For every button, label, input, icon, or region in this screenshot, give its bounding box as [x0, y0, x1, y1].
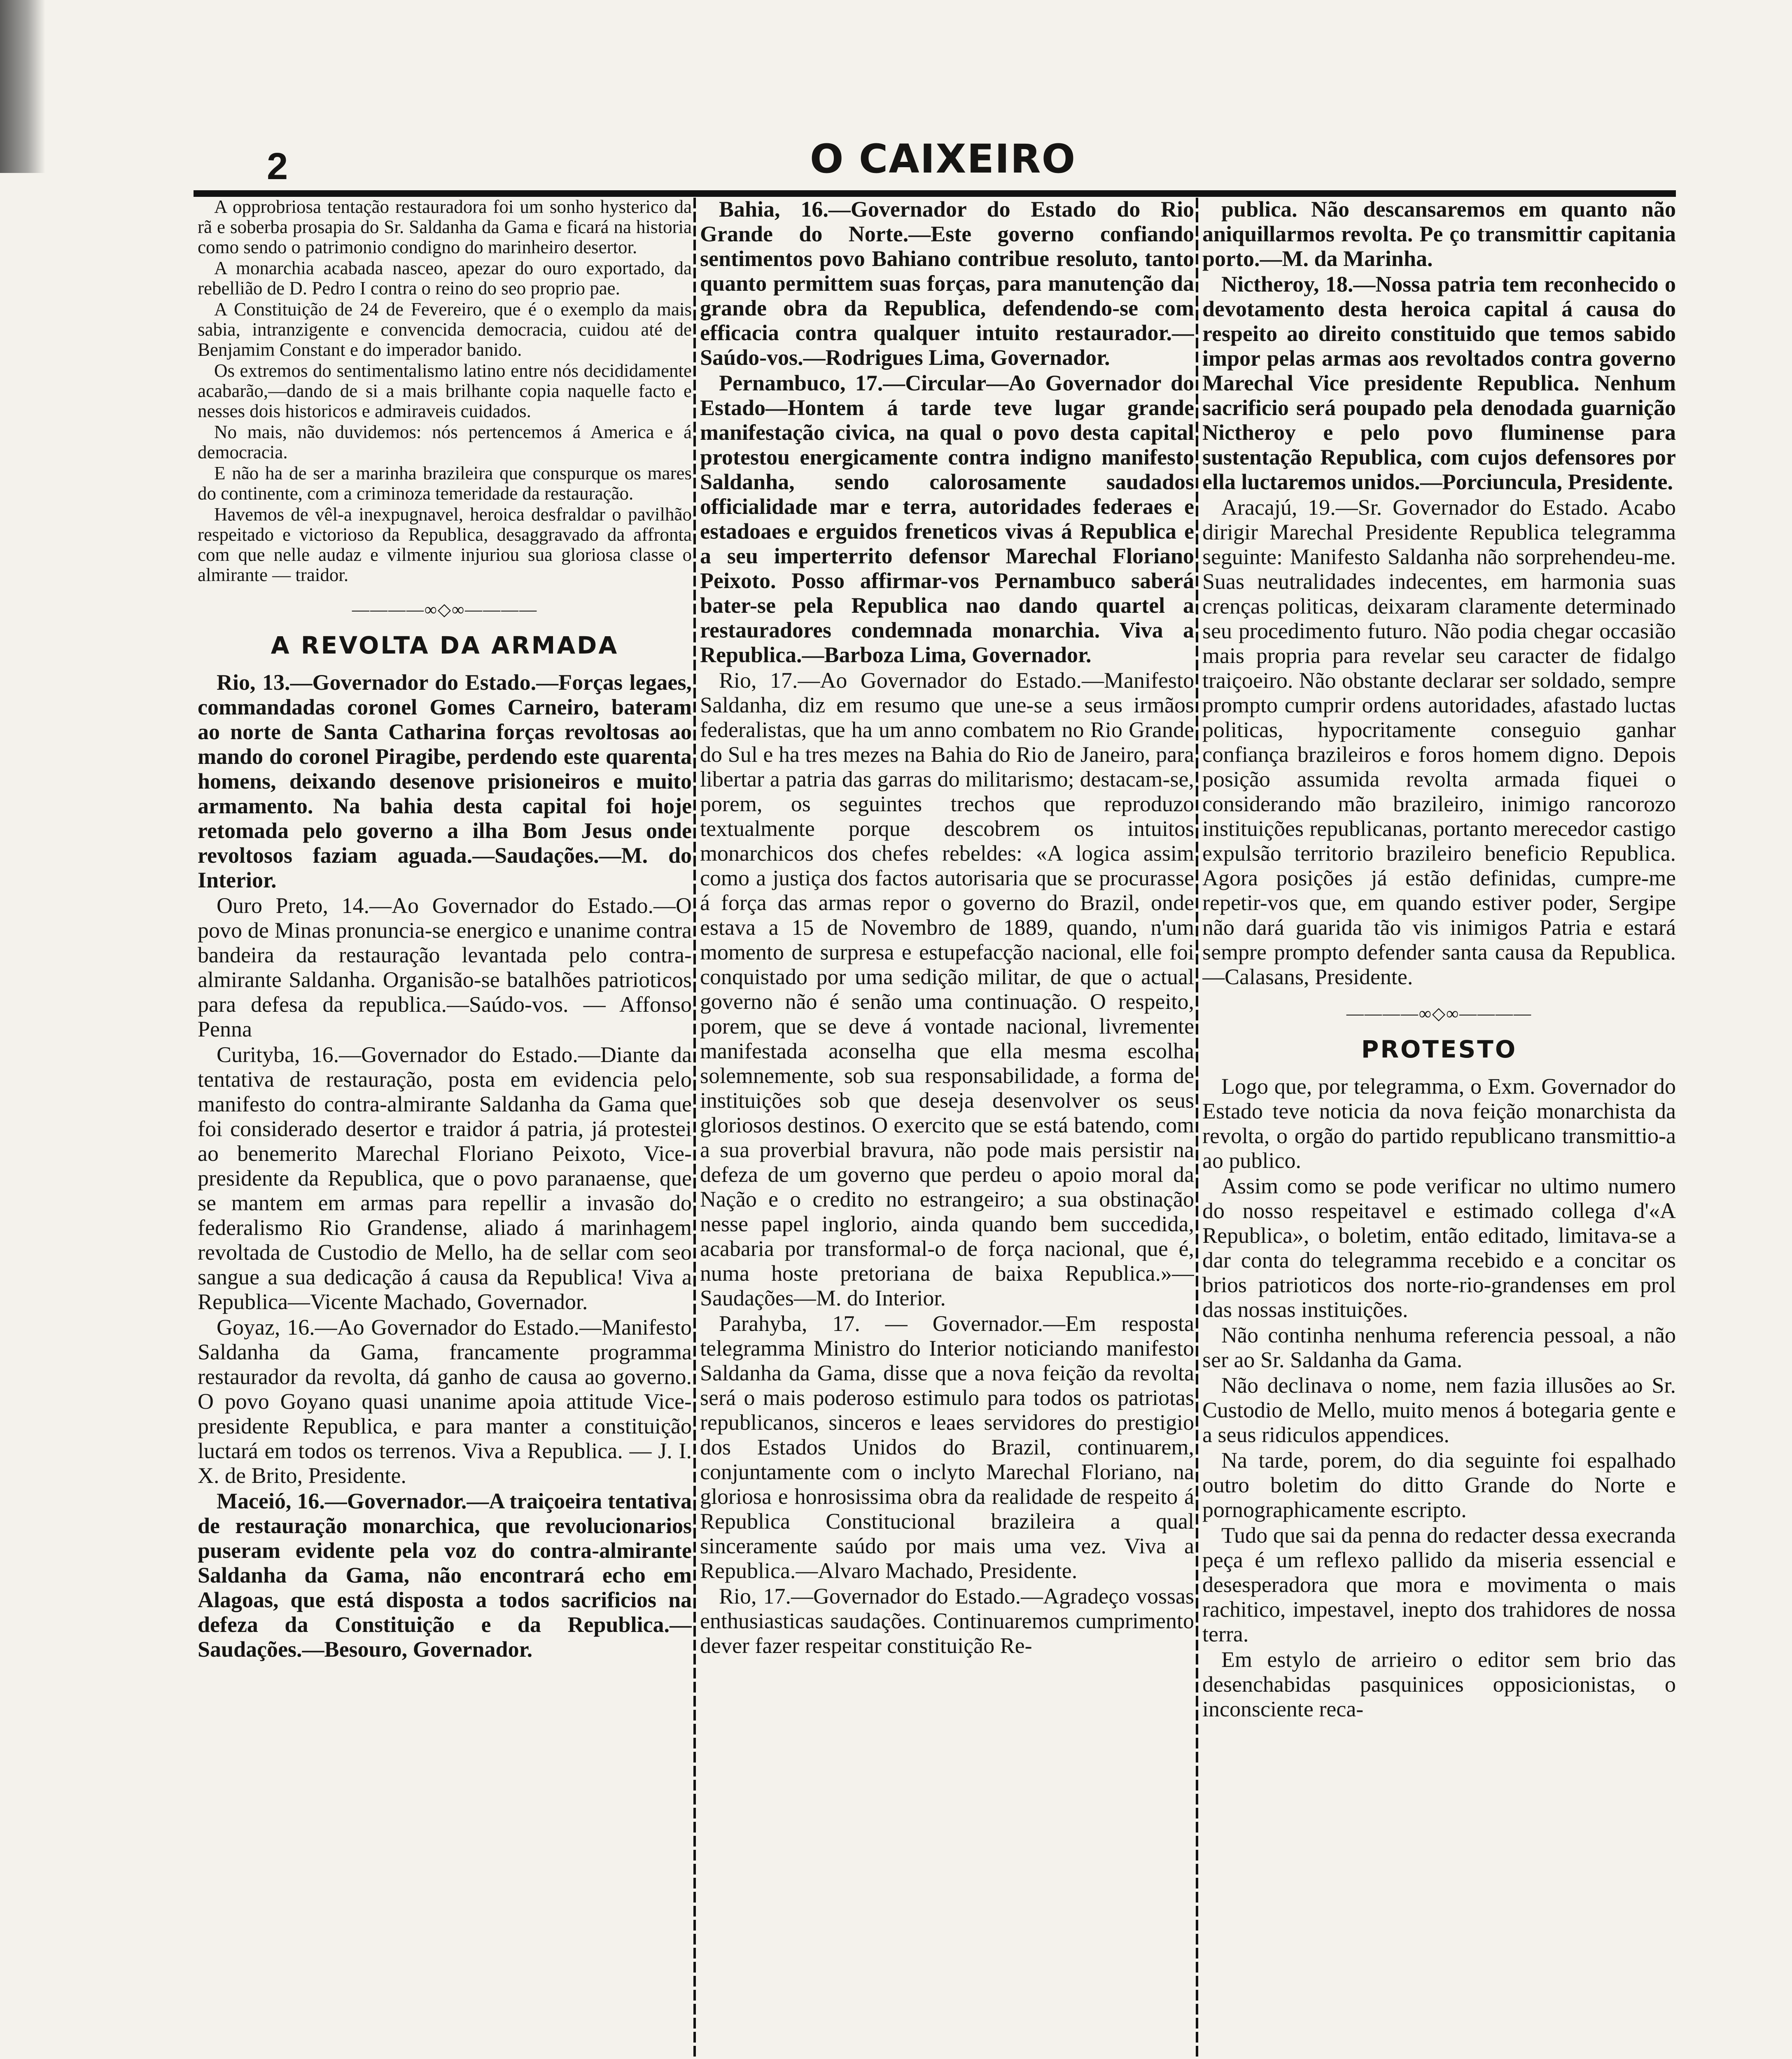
telegram-paragraph: Curityba, 16.—Governador do Estado.—Diante da tentativa de restauração, posta em evidencia pelo manifesto do contra-almirante Saldanha da Gama que foi considerado desertor e traidor á patria, já protestei ao benemerito Marechal Floriano Peixoto, Vice-presidente da Republica, que o povo paranaense, que se mantem em armas para repellir a invasão do federalismo Rio Grandense, aliado á marinhagem revoltada de Custodio de Mello, ha de sellar com seo sangue a sua dedicação á causa da Republica! Viva a Republica—Vicente Machado, Governador. [198, 1042, 692, 1314]
page-number: 2 [267, 145, 288, 187]
protest-paragraph: Logo que, por telegramma, o Exm. Governador do Estado teve noticia da nova feição monarchista da revolta, o orgão do partido republicano transmittio-a ao publico. [1202, 1074, 1676, 1173]
section-heading-protesto: PROTESTO [1361, 1035, 1517, 1063]
protest-paragraph: Não continha nenhuma referencia pessoal, a não ser ao Sr. Saldanha da Gama. [1202, 1323, 1676, 1372]
column-divider-1 [693, 198, 696, 2059]
telegram-paragraph: Ouro Preto, 14.—Ao Governador do Estado.—O povo de Minas pronuncia-se energico e unanime contra bandeira da restauração levantada pelo contra-almirante Saldanha. Organisão-se batalhões patrioticos para defesa da republica.—Saúdo-vos. — Affonso Penna [198, 893, 692, 1041]
telegram-paragraph: publica. Não descansaremos em quanto não aniquillarmos revolta. Pe ço transmittir capitania porto.—M. da Marinha. [1202, 197, 1676, 271]
editorial-paragraph: E não ha de ser a marinha brazileira que conspurque os mares do continente, com a criminoza temeridade da restauração. [198, 463, 692, 504]
scan-edge-shadow [0, 0, 45, 173]
newspaper-title: O CAIXEIRO [810, 136, 1076, 182]
editorial-paragraph: A Constituição de 24 de Fevereiro, que é o exemplo da mais sabia, intranzigente e convencida democracia, cuidou até de Benjamim Constant e do imperador banido. [198, 299, 692, 360]
column-1 [198, 197, 692, 1662]
section-heading-revolta: A REVOLTA DA ARMADA [271, 631, 619, 659]
editorial-paragraph: A opprobriosa tentação restauradora foi um sonho hysterico da rã e soberba prosapia do Sr. Saldanha da Gama e ficará na historia como sendo o patrimonio condigno do marinheiro desertor. [198, 197, 692, 257]
telegram-paragraph: Aracajú, 19.—Sr. Governador do Estado. Acabo dirigir Marechal Presidente Republica telegramma seguinte: Manifesto Saldanha não sorprehendeu-me. Suas neutralidades indecentes, em harmonia suas crenças politicas, deixaram claramente determinado seu procedimento futuro. Não podia chegar occasião mais propria para revelar seu caracter de fidalgo traiçoeiro. Não obstante declarar ser soldado, sempre prompto cumprir ordens autoridades, afastado luctas politicas, hypocritamente conseguio ganhar confiança brazileiros e foros homem digno. Depois posição assumida revolta armada fiquei o considerando mão brazileiro, inimigo rancorozo instituições republicanas, portanto merecedor castigo expulsão territorio brazileiro beneficio Republica. Agora posições já estão definidas, cumpre-me repetir-vos que, em quando estiver poder, Sergipe não dará guarida tão vis inimigos Patria e estará sempre prompto defender santa causa da Republica.—Calasans, Presidente. [1202, 495, 1676, 989]
editorial-block [198, 197, 692, 585]
telegram-paragraph: Pernambuco, 17.—Circular—Ao Governador do Estado—Hontem á tarde teve lugar grande manifestação civica, na qual o povo desta capital protestou energicamente contra indigno manifesto Saldanha, sendo calorosamente saudados officialidade mar e terra, autoridades federaes e estadoaes e erguidos freneticos vivas á Republica e a seu imperterrito defensor Marechal Floriano Peixoto. Posso affirmar-vos Pernambuco saberá bater-se pela Republica nao dando quartel a restauradores condemnada monarchia. Viva a Republica.—Barboza Lima, Governador. [700, 371, 1194, 667]
column-2 [700, 197, 1194, 1659]
header-rule [194, 190, 1676, 197]
telegram-paragraph: Maceió, 16.—Governador.—A traiçoeira tentativa de restauração monarchica, que revolucionarios puseram evidente pela voz do contra-almirante Saldanha da Gama, não encontrará echo em Alagoas, que está disposta a todos sacrificios na defeza da Constituição e da Republica.— Saudações.—Besouro, Governador. [198, 1489, 692, 1662]
protest-paragraph: Em estylo de arrieiro o editor sem brio das desenchabidas pasquinices opposicionistas, o inconsciente reca- [1202, 1647, 1676, 1721]
telegram-paragraph: Rio, 17.—Governador do Estado.—Agradeço vossas enthusiasticas saudações. Continuaremos cumprimento dever fazer respeitar constituição Re- [700, 1584, 1194, 1658]
protest-paragraph: Não declinava o nome, nem fazia illusões ao Sr. Custodio de Mello, muito menos á botegaria gente e a seus ridiculos appendices. [1202, 1373, 1676, 1447]
column-divider-2 [1196, 198, 1198, 2059]
telegram-paragraph: Rio, 13.—Governador do Estado.—Forças legaes, commandadas coronel Gomes Carneiro, bateram ao norte de Santa Catharina forças revoltosas ao mando do coronel Piragibe, perdendo este quarenta homens, deixando desenove prisioneiros e muito armamento. Na bahia desta capital foi hoje retomada pelo governo a ilha Bom Jesus onde revoltosos faziam aguada.—Saudações.—M. do Interior. [198, 670, 692, 892]
telegram-paragraph: Nictheroy, 18.—Nossa patria tem reconhecido o devotamento desta heroica capital á causa do respeito ao direito constituido que temos sabido impor pelas armas aos revoltados contra governo Marechal Vice presidente Republica. Nenhum sacrificio será poupado pela denodada guarnição Nictheroy e pelo povo fluminense para sustentação Republica, com cujos defensores por ella luctaremos unidos.—Porciuncula, Presidente. [1202, 272, 1676, 494]
protest-paragraph: Tudo que sai da penna do redacter dessa execranda peça é um reflexo pallido da miseria essencial e desesperadora que mora e movimenta o mais rachitico, impestavel, inepto dos trahidores de nossa terra. [1202, 1523, 1676, 1646]
ornament-divider: ————∞◇∞———— [1346, 1004, 1532, 1023]
ornament-divider: ————∞◇∞———— [352, 600, 538, 619]
editorial-paragraph: Os extremos do sentimentalismo latino entre nós decididamente acabarão,—dando de si a mais brilhante copia naquelle facto e nesses dois historicos e admiraveis cuidados. [198, 360, 692, 421]
telegram-paragraph: Bahia, 16.—Governador do Estado do Rio Grande do Norte.—Este governo confiando sentimentos povo Bahiano contribue resoluto, tanto quanto permittem suas forças, para manutenção da grande obra da Republica, defendendo-se com efficacia contra qualquer intuito restaurador.—Saúdo-vos.—Rodrigues Lima, Governador. [700, 197, 1194, 370]
telegram-paragraph: Parahyba, 17. — Governador.—Em resposta telegramma Ministro do Interior noticiando manifesto Saldanha da Gama, disse que a nova feição da revolta será o mais poderoso estimulo para todos os patriotas republicanos, sinceros e leaes servidores do prestigio dos Estados Unidos do Brazil, continuarem, conjuntamente com o inclyto Marechal Floriano, na gloriosa e honrosissima obra da realidade de respeito á Republica Constitucional brazileira a qual sinceramente saúdo por mais uma vez. Viva a Republica.—Alvaro Machado, Presidente. [700, 1311, 1194, 1583]
telegram-paragraph: Rio, 17.—Ao Governador do Estado.—Manifesto Saldanha, diz em resumo que une-se a seus irmãos federalistas, que ha um anno combatem no Rio Grande do Sul e ha tres mezes na Bahia do Rio de Janeiro, para libertar a patria das garras do militarismo; destacam-se, porem, os seguintes trechos que reproduzo textualmente porque descobrem os intuitos monarchicos dos chefes rebeldes: «A logica assim como a justiça dos factos autorisaria que se procurasse á força das armas repor o governo do Brazil, onde estava a 15 de Novembro de 1889, quando, n'um momento de surpresa e estupefacção nacional, elle foi conquistado por uma sedição militar, de que o actual governo não é senão uma continuação. O respeito, porem, que se deve á vontade nacional, livremente manifestada aconselha que ella mesma escolha solemnemente, sob sua responsabilidade, a forma de instituições sob que deseja desenvolver os seus gloriosos destinos. O exercito que se está batendo, com a sua proverbial bravura, não pode mais persistir na defeza de um governo que perdeu o apoio moral da Nação e o credito no estrangeiro; a sua obstinação nesse papel inglorio, ainda quando bem succedida, acabaria por transformal-o de força nacional, que é, numa hoste pretoriana de baixa Republica.»—Saudações—M. do Interior. [700, 668, 1194, 1310]
editorial-paragraph: Havemos de vêl-a inexpugnavel, heroica desfraldar o pavilhão respeitado e victorioso da Republica, desaggravado da affronta com que nelle audaz e vilmente injuriou sua gloriosa classe o almirante — traidor. [198, 504, 692, 585]
editorial-paragraph: A monarchia acabada nasceo, apezar do ouro exportado, da rebellião de D. Pedro I contra o reino do seo proprio pae. [198, 258, 692, 299]
editorial-paragraph: No mais, não duvidemos: nós pertencemos á America e á democracia. [198, 422, 692, 462]
telegram-paragraph: Goyaz, 16.—Ao Governador do Estado.—Manifesto Saldanha da Gama, francamente programma restaurador da revolta, dá ganho de causa ao governo. O povo Goyano quasi unanime apoia attitude Vice-presidente Republica, e para manter a constituição luctará em todos os terrenos. Viva a Republica. — J. I. X. de Brito, Presidente. [198, 1315, 692, 1488]
protest-paragraph: Assim como se pode verificar no ultimo numero do nosso respeitavel e estimado collega d'«A Republica», o boletim, então editado, limitava-se a dar conta do telegramma recebido e a concitar os brios patrioticos dos norte-rio-grandenses em prol das nossas instituições. [1202, 1174, 1676, 1322]
column-3 [1202, 197, 1676, 1722]
protest-paragraph: Na tarde, porem, do dia seguinte foi espalhado outro boletim do ditto Grande do Norte e pornographicamente escripto. [1202, 1448, 1676, 1522]
